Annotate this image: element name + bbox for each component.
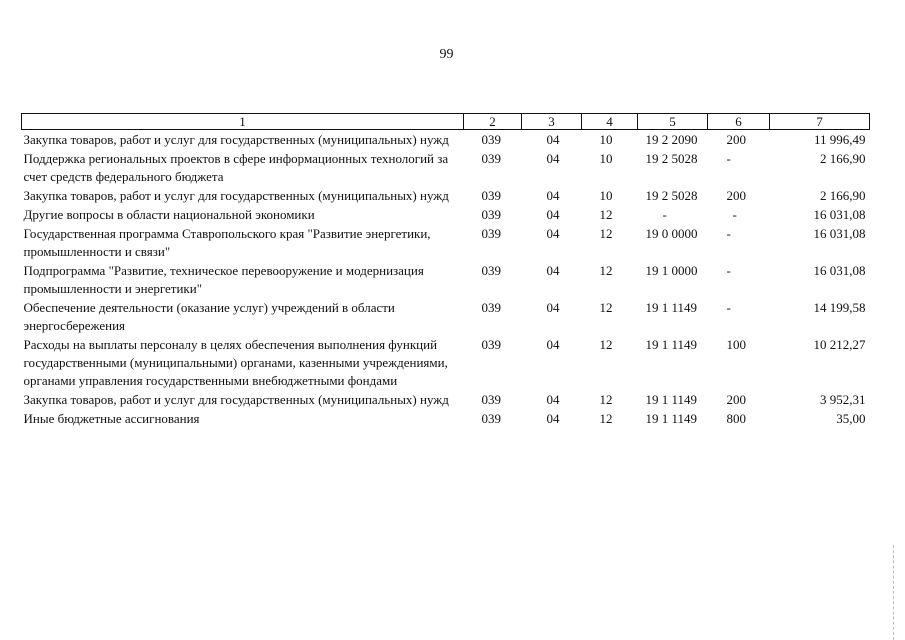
row-subsection-code: 12	[599, 337, 613, 352]
row-target-code: 19 1 0000	[645, 263, 698, 278]
row-target-code: 19 0 0000	[645, 226, 698, 241]
row-expense-type: -	[732, 207, 737, 222]
row-subsection-code: 12	[599, 226, 613, 241]
table-row	[22, 205, 870, 224]
row-amount: 11 996,49	[813, 132, 866, 147]
row-name: Государственная программа Ставропольского края "Развитие энергетики, промышленности и связи"	[23, 226, 431, 259]
row-ministry-code: 039	[481, 226, 501, 241]
row-ministry-code: 039	[481, 337, 501, 352]
table-row	[22, 186, 870, 205]
row-target-code: 19 1 1149	[645, 300, 698, 315]
row-section-code: 04	[546, 207, 560, 222]
row-section-code: 04	[546, 300, 560, 315]
row-amount: 2 166,90	[820, 151, 866, 166]
row-amount: 35,00	[836, 411, 866, 426]
column-header-7: 7	[770, 114, 870, 130]
table-row	[22, 298, 870, 335]
row-subsection-code: 12	[599, 392, 613, 407]
row-name: Закупка товаров, работ и услуг для государственных (муниципальных) нужд	[23, 188, 449, 203]
row-expense-type: 200	[726, 132, 746, 147]
row-name: Другие вопросы в области национальной экономики	[23, 207, 315, 222]
row-subsection-code: 12	[599, 207, 613, 222]
row-expense-type: -	[726, 226, 731, 241]
row-ministry-code: 039	[481, 300, 501, 315]
row-amount: 14 199,58	[813, 300, 866, 315]
row-expense-type: 200	[726, 392, 746, 407]
row-expense-type: 800	[726, 411, 746, 426]
table-row	[22, 224, 870, 261]
row-expense-type: 100	[726, 337, 746, 352]
row-amount: 16 031,08	[813, 207, 866, 222]
row-expense-type: 200	[726, 188, 746, 203]
row-section-code: 04	[546, 392, 560, 407]
row-target-code: -	[662, 207, 667, 222]
row-subsection-code: 10	[599, 188, 613, 203]
row-ministry-code: 039	[481, 392, 501, 407]
row-target-code: 19 2 5028	[645, 188, 698, 203]
row-subsection-code: 12	[599, 300, 613, 315]
column-header-6: 6	[708, 114, 770, 130]
column-header-3: 3	[522, 114, 582, 130]
row-section-code: 04	[546, 263, 560, 278]
budget-table	[21, 113, 870, 428]
row-section-code: 04	[546, 151, 560, 166]
scan-margin-mark	[893, 545, 895, 640]
column-header-1: 1	[22, 114, 464, 130]
row-amount: 2 166,90	[820, 188, 866, 203]
page-number: 99	[439, 47, 454, 62]
column-header-4: 4	[582, 114, 638, 130]
column-header-5: 5	[638, 114, 708, 130]
column-header-2: 2	[464, 114, 522, 130]
row-name: Иные бюджетные ассигнования	[23, 411, 200, 426]
row-ministry-code: 039	[481, 207, 501, 222]
row-name: Подпрограмма "Развитие, техническое перевооружение и модернизация промышленности и энергетики"	[23, 263, 424, 296]
row-subsection-code: 10	[599, 151, 613, 166]
row-subsection-code: 10	[599, 132, 613, 147]
row-target-code: 19 2 5028	[645, 151, 698, 166]
table-row	[22, 149, 870, 186]
table-row	[22, 130, 870, 150]
row-section-code: 04	[546, 411, 560, 426]
row-ministry-code: 039	[481, 132, 501, 147]
row-subsection-code: 12	[599, 263, 613, 278]
row-name: Обеспечение деятельности (оказание услуг) учреждений в области энергосбережения	[23, 300, 395, 333]
table-row	[22, 409, 870, 428]
row-ministry-code: 039	[481, 411, 501, 426]
row-expense-type: -	[726, 263, 731, 278]
row-name: Закупка товаров, работ и услуг для государственных (муниципальных) нужд	[23, 392, 449, 407]
row-expense-type: -	[726, 300, 731, 315]
row-target-code: 19 1 1149	[645, 411, 698, 426]
row-section-code: 04	[546, 337, 560, 352]
table-row	[22, 261, 870, 298]
table-row	[22, 335, 870, 390]
row-section-code: 04	[546, 226, 560, 241]
row-ministry-code: 039	[481, 263, 501, 278]
row-target-code: 19 1 1149	[645, 337, 698, 352]
row-name: Поддержка региональных проектов в сфере информационных технологий за счет средств федерального бюджета	[23, 151, 449, 184]
row-amount: 3 952,31	[820, 392, 866, 407]
table-header-row	[22, 114, 870, 130]
row-amount: 16 031,08	[813, 226, 866, 241]
row-ministry-code: 039	[481, 151, 501, 166]
row-section-code: 04	[546, 132, 560, 147]
row-target-code: 19 1 1149	[645, 392, 698, 407]
row-name: Расходы на выплаты персоналу в целях обеспечения выполнения функций государственными (муниципальными) органами, казенными учреждениями, органами управления государственными внебюджетными фондами	[23, 337, 448, 388]
row-ministry-code: 039	[481, 188, 501, 203]
table-row	[22, 390, 870, 409]
row-expense-type: -	[726, 151, 731, 166]
row-amount: 16 031,08	[813, 263, 866, 278]
row-target-code: 19 2 2090	[645, 132, 698, 147]
row-section-code: 04	[546, 188, 560, 203]
row-subsection-code: 12	[599, 411, 613, 426]
row-amount: 10 212,27	[813, 337, 866, 352]
row-name: Закупка товаров, работ и услуг для государственных (муниципальных) нужд	[23, 132, 449, 147]
